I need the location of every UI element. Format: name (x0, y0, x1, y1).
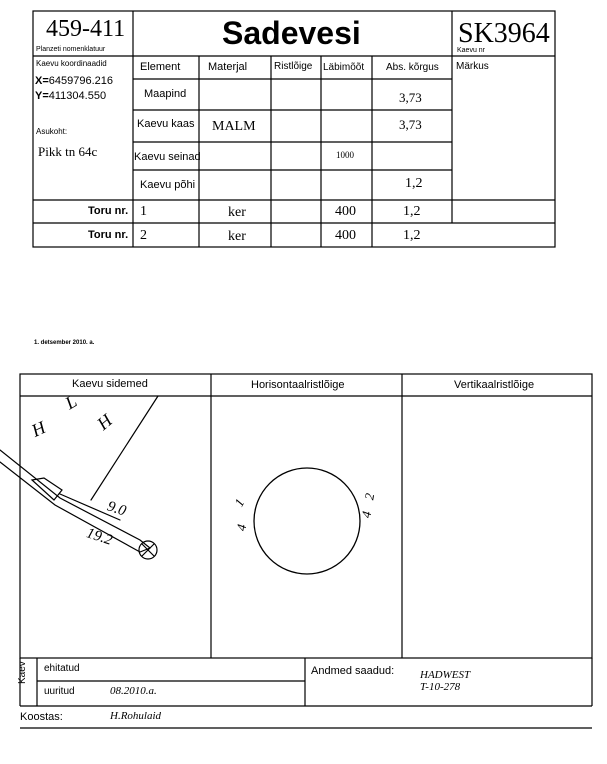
sketch-letter: H (93, 410, 116, 434)
connection-sketch (0, 396, 158, 559)
data-source-reference: T-10-278 (420, 681, 461, 693)
footer-side-label: Kaev (17, 661, 28, 684)
coordinates-label: Kaevu koordinaadid (36, 59, 107, 68)
section-mark: 4 (233, 522, 250, 533)
pipe-number: 2 (140, 228, 147, 243)
sketch-letter: H (28, 417, 49, 441)
data-source-value: HADWEST (420, 669, 471, 681)
map-sheet-label: Planzeti nomenklatuur (36, 46, 106, 53)
pipe-diameter: 400 (335, 204, 356, 219)
coord-x (35, 76, 113, 87)
coord-y (35, 91, 106, 102)
compiled-by-label: Koostas: (20, 711, 63, 723)
pipe-label: Toru nr. (88, 229, 129, 241)
row-diameter: 1000 (336, 150, 354, 160)
row-abs-height: 3,73 (399, 117, 422, 132)
pipe-diameter: 400 (335, 228, 356, 243)
location-label: Asukoht: (36, 127, 68, 136)
pipe-label: Toru nr. (88, 205, 129, 217)
pipe-abs-height: 1,2 (403, 228, 421, 243)
section-mark: 2 (361, 491, 378, 502)
compiled-by-value: H.Rohulaid (110, 710, 162, 722)
row-material: MALM (212, 119, 256, 134)
pipe-material: ker (228, 229, 246, 244)
sketch-col-vertical-title: Vertikaalristlõige (454, 379, 535, 391)
surveyed-value: 08.2010.a. (110, 685, 157, 697)
well-number-value: SK3964 (458, 18, 550, 49)
col-material: Materjal (208, 61, 248, 73)
col-remarks: Märkus (456, 61, 489, 72)
row-abs-height: 3,73 (399, 90, 422, 105)
data-source-label: Andmed saadud: (311, 665, 395, 677)
row-element: Kaevu seinad (134, 151, 201, 163)
col-abs-height: Abs. kõrgus (386, 62, 439, 73)
col-diameter: Läbimõõt (323, 62, 365, 73)
surveyed-label: uuritud (44, 686, 75, 697)
pipe-material: ker (228, 205, 246, 220)
row-element: Maapind (144, 88, 187, 100)
pipe-abs-height: 1,2 (403, 204, 421, 219)
built-label: ehitatud (44, 663, 80, 674)
document-date: 1. detsember 2010. a. (34, 340, 95, 346)
map-sheet-value: 459-411 (46, 16, 126, 42)
horizontal-section-drawing (254, 468, 360, 574)
coord-y-value: 411304.550 (48, 90, 107, 102)
col-element: Element (140, 61, 181, 73)
sketch-col-connections-title: Kaevu sidemed (72, 378, 148, 390)
sketch-dimension: 19.2 (84, 525, 115, 549)
sketch-dimension: 9.0 (105, 498, 128, 520)
row-element: Kaevu kaas (137, 118, 195, 130)
row-abs-height: 1,2 (405, 176, 423, 191)
well-number-label: Kaevu nr (457, 47, 486, 54)
sketch-col-horizontal-title: Horisontaalristlõige (251, 379, 345, 391)
pipe-number: 1 (140, 204, 147, 219)
coord-x-label: X= (35, 75, 49, 87)
row-element: Kaevu põhi (140, 179, 196, 191)
col-cross-section: Ristlõige (274, 61, 313, 72)
sketch-letter: L (61, 390, 81, 414)
coord-x-value: 6459796.216 (48, 75, 113, 87)
location-value: Pikk tn 64c (38, 144, 98, 159)
section-mark: 4 (358, 509, 375, 520)
section-mark: 1 (231, 495, 248, 510)
page-title: Sadevesi (222, 15, 361, 51)
coord-y-label: Y= (35, 90, 49, 102)
